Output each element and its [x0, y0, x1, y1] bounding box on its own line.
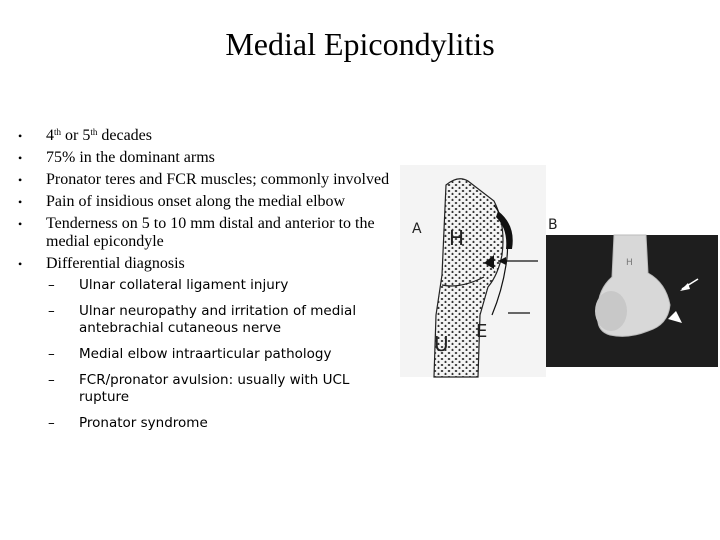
bullet-item	[18, 193, 398, 211]
sub-bullet-text: Pronator syndrome	[79, 415, 208, 431]
sub-bullet-text: Ulnar neuropathy and irritation of medial antebrachial cutaneous nerve	[79, 303, 357, 336]
bullet-icon: •	[18, 217, 23, 231]
panel-a-label: A	[412, 221, 422, 237]
bullet-item	[18, 127, 398, 145]
bullet-text: Pronator teres and FCR muscles; commonly involved	[46, 171, 390, 188]
humerus-label: H	[449, 226, 465, 250]
sub-bullet-text: Medial elbow intraarticular pathology	[79, 346, 332, 362]
bullet-icon: •	[18, 129, 23, 143]
ulna-label: U	[434, 332, 449, 356]
bullet-icon: •	[18, 257, 23, 271]
sub-bullet-item	[46, 372, 398, 406]
sub-bullet-item	[46, 303, 398, 337]
panel-b-label: B	[548, 217, 558, 233]
dash-icon: –	[48, 277, 55, 293]
schematic-panel-a	[400, 165, 546, 377]
bullet-item	[18, 255, 398, 432]
sub-bullet-text: FCR/pronator avulsion: usually with UCL rupture	[79, 372, 350, 405]
dash-icon: –	[48, 372, 55, 388]
sub-bullet-text: Ulnar collateral ligament injury	[79, 277, 289, 293]
bullet-list	[18, 127, 398, 441]
e-label: E	[476, 321, 488, 342]
bullet-icon: •	[18, 173, 23, 187]
condyle-shape	[595, 291, 627, 331]
sub-bullet-list	[46, 277, 398, 432]
bullet-item	[18, 149, 398, 167]
bullet-icon: •	[18, 195, 23, 209]
slide-title: Medial Epicondylitis	[225, 26, 495, 62]
bullet-text: 75% in the dominant arms	[46, 149, 215, 166]
bullet-item	[18, 171, 398, 189]
sub-bullet-item	[46, 415, 398, 432]
bullet-item	[18, 215, 398, 251]
bullet-text: Pain of insidious onset along the medial elbow	[46, 193, 346, 210]
bullet-text: Differential diagnosis	[46, 255, 185, 272]
photo-h-label: H	[626, 258, 633, 268]
bullet-text: Tenderness on 5 to 10 mm distal and anterior to the medial epicondyle	[46, 215, 375, 250]
photo-panel-b	[546, 217, 718, 367]
sub-bullet-item	[46, 346, 398, 363]
dash-icon: –	[48, 415, 55, 431]
sub-bullet-item	[46, 277, 398, 294]
bullet-text-decades: 4th or 5th decades	[46, 127, 152, 144]
bullet-icon: •	[18, 151, 23, 165]
elbow-anatomy-figure	[398, 165, 718, 380]
dash-icon: –	[48, 303, 55, 319]
dash-icon: –	[48, 346, 55, 362]
